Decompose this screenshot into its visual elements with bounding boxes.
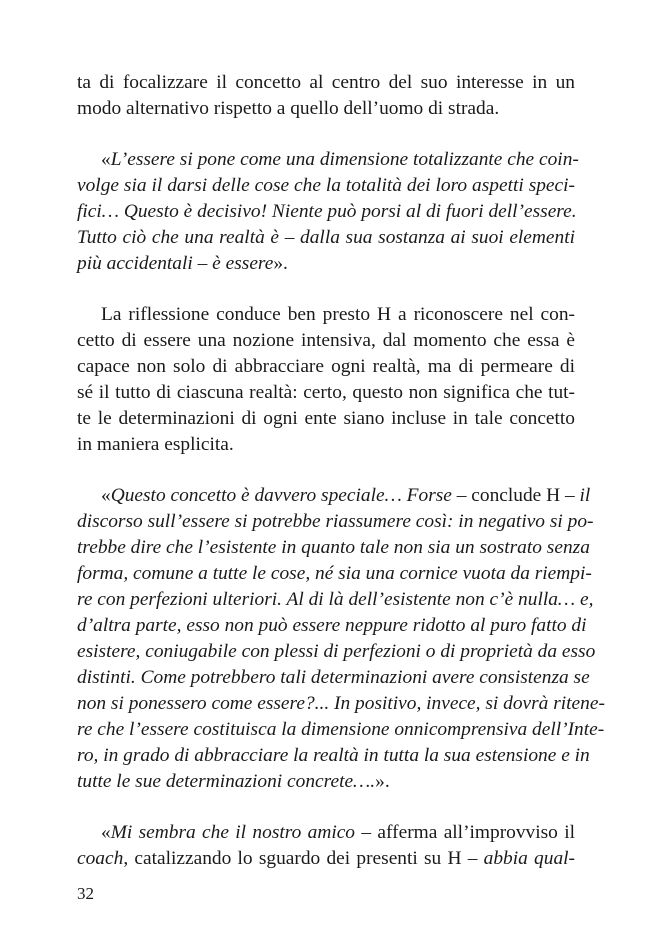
text-run-italic: abbia qual- [483, 848, 575, 869]
page-body [77, 70, 605, 872]
text-run: sé il tutto di ciascuna realtà: certo, questo non significa che tut- [77, 382, 575, 403]
text-run-italic: trebbe dire che l’esistente in quanto tale non sia un sostrato senza [77, 537, 590, 558]
text-line [77, 846, 575, 872]
paragraph-4-quote [77, 483, 605, 795]
paragraph-1 [77, 70, 575, 122]
text-run-italic: discorso sull’essere si potrebbe riassumere così: in negativo si po- [77, 511, 594, 532]
text-run: « [101, 822, 111, 843]
text-line [77, 483, 591, 509]
text-line [77, 225, 575, 251]
text-line [77, 691, 605, 717]
text-line [77, 173, 575, 199]
text-run-italic: fici… Questo è decisivo! Niente può porsi al di fuori dell’essere. [77, 201, 577, 222]
paragraph-gap [77, 277, 575, 302]
text-line [77, 96, 575, 122]
text-run: modo alternativo rispetto a quello dell’uomo di strada. [77, 98, 500, 119]
paragraph-2-quote [77, 147, 579, 277]
text-run-italic: d’altra parte, esso non può essere neppure ridotto al puro fatto di [77, 615, 587, 636]
text-run: in maniera esplicita. [77, 434, 234, 455]
text-run: ta di focalizzare il concetto al centro del suo interesse in un [77, 72, 575, 93]
paragraph-5-quote [77, 820, 575, 872]
text-run: « [101, 485, 111, 506]
text-run: cetto di essere una nozione intensiva, dal momento che essa è [77, 330, 575, 351]
text-run-italic: L’essere si pone come una dimensione totalizzante che coin- [110, 149, 579, 170]
text-line [77, 587, 594, 613]
text-line [77, 743, 590, 769]
text-run-italic: re che l’essere costituisca la dimensione onnicomprensiva dell’Inte- [77, 719, 605, 740]
paragraph-gap [77, 122, 575, 147]
paragraph-3 [77, 302, 575, 458]
text-run-italic: distinti. Come potrebbero tali determinazioni avere consistenza se [77, 667, 590, 688]
text-run-italic: re con perfezioni ulteriori. Al di là dell’esistente non c’è nulla… e, [77, 589, 594, 610]
text-line [77, 251, 575, 277]
text-run-italic: Tutto ciò che una realtà è – dalla sua sostanza ai suoi elementi [77, 227, 575, 248]
text-run: ». [375, 771, 390, 792]
paragraph-gap [77, 795, 575, 820]
text-line [77, 509, 594, 535]
text-line [77, 406, 575, 432]
text-run-italic: Mi sembra che il nostro amico [110, 822, 356, 843]
text-run-italic: il [579, 485, 591, 506]
paragraph-gap [77, 458, 575, 483]
text-line [77, 432, 575, 458]
text-run: – afferma all’improvviso il [355, 822, 575, 843]
text-line [77, 354, 575, 380]
text-run: capace non solo di abbracciare ogni realtà, ma di permeare di [77, 356, 575, 377]
text-run: – conclude H – [451, 485, 580, 506]
text-line [77, 820, 575, 846]
text-run-italic: esistere, coniugabile con plessi di perfezioni o di proprietà da esso [77, 641, 596, 662]
page-number: 32 [77, 884, 94, 903]
text-line [77, 199, 575, 225]
text-line [77, 328, 575, 354]
text-line [77, 147, 579, 173]
text-run-italic: non si ponessero come essere?... In positivo, invece, si dovrà ritene- [77, 693, 605, 714]
text-line [77, 717, 605, 743]
text-line [77, 535, 590, 561]
text-line [77, 302, 575, 328]
text-run: « [101, 149, 111, 170]
text-run-italic: tutte le sue determinazioni concrete…. [77, 771, 376, 792]
text-line [77, 769, 575, 795]
text-line [77, 380, 575, 406]
text-line [77, 561, 592, 587]
text-run-italic: volge sia il darsi delle cose che la totalità dei loro aspetti speci- [77, 175, 575, 196]
text-run: ». [273, 253, 288, 274]
text-run: , catalizzando lo sguardo dei presenti su H – [123, 848, 484, 869]
text-line [77, 613, 587, 639]
text-run: te le determinazioni di ogni ente siano incluse in tale concetto [77, 408, 575, 429]
text-run-italic: ro, in grado di abbracciare la realtà in tutta la sua estensione e in [77, 745, 590, 766]
text-run: La riflessione conduce ben presto H a riconoscere nel con- [101, 304, 575, 325]
text-run-italic: coach [77, 848, 124, 869]
text-run-italic: più accidentali – è essere [77, 253, 274, 274]
text-line [77, 665, 590, 691]
text-run-italic: forma, comune a tutte le cose, né sia una cornice vuota da riempi- [77, 563, 592, 584]
text-run-italic: Questo concetto è davvero speciale… Forse [110, 485, 452, 506]
text-line [77, 70, 575, 96]
text-line [77, 639, 596, 665]
